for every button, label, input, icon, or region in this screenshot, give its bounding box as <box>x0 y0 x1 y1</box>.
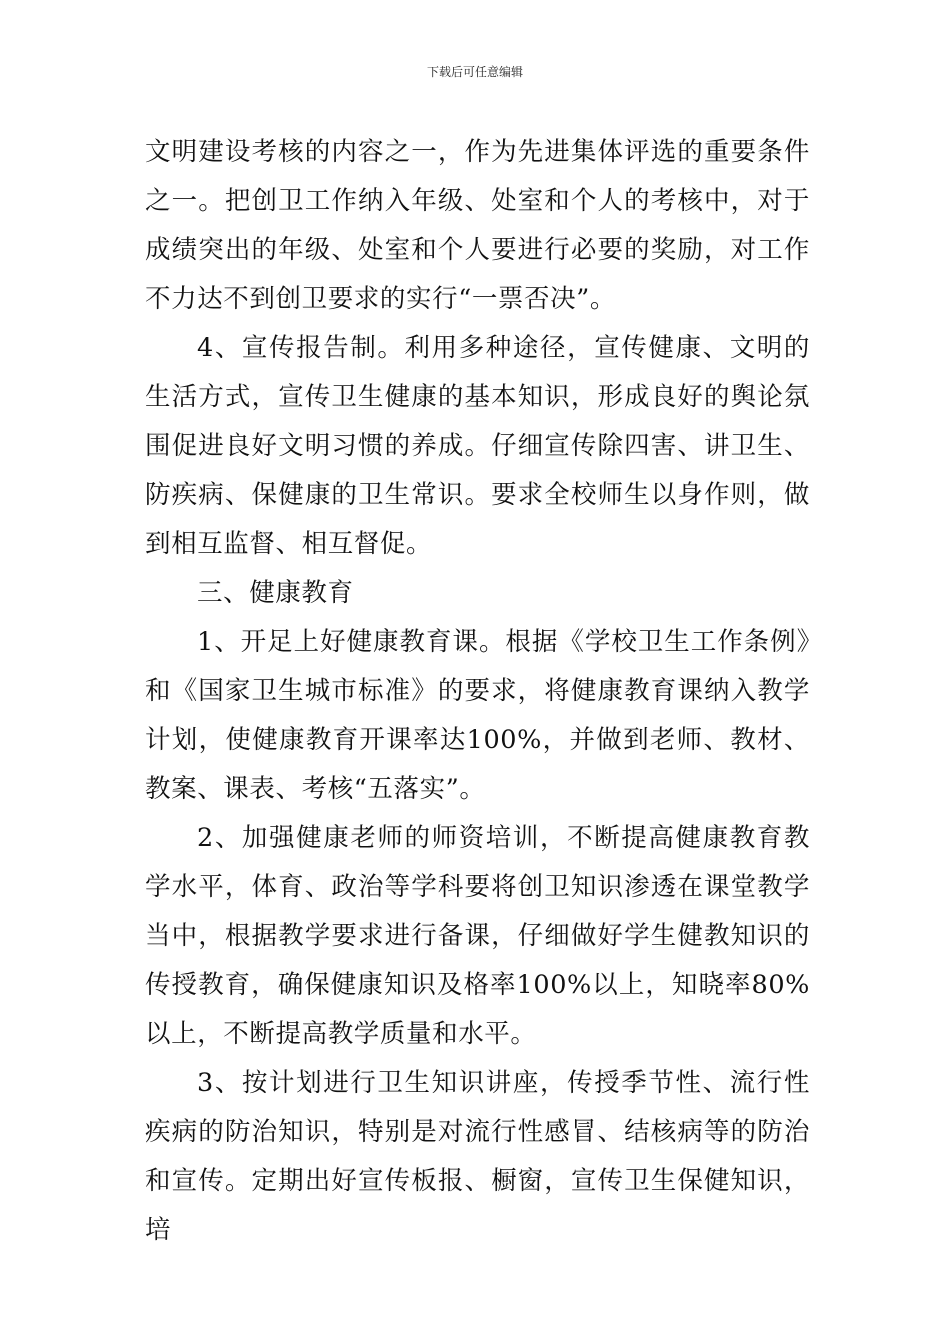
paragraph-item-1: 1、开足上好健康教育课。根据《学校卫生工作条例》和《国家卫生城市标准》的要求，将健康教育课纳入教学计划，使健康教育开课率达100%，并做到老师、教材、教案、课表、考核“五落实”。 <box>145 627 810 804</box>
paragraph-item-2: 2、加强健康老师的师资培训，不断提高健康教育教学水平，体育、政治等学科要将创卫知识渗透在课堂教学当中，根据教学要求进行备课，仔细做好学生健教知识的传授教育，确保健康知识及格率100%以上，知晓率80%以上，不断提高教学质量和水平。 <box>145 823 810 1049</box>
section-heading: 三、健康教育 <box>197 578 354 608</box>
document-body <box>145 128 810 1255</box>
page-header-note: 下载后可任意编辑 <box>426 65 523 79</box>
paragraph-item-4: 4、宣传报告制。利用多种途径，宣传健康、文明的生活方式，宣传卫生健康的基本知识，形成良好的舆论氛围促进良好文明习惯的养成。仔细宣传除四害、讲卫生、防疾病、保健康的卫生常识。要求全校师生以身作则，做到相互监督、相互督促。 <box>145 333 810 559</box>
paragraph-item-3: 3、按计划进行卫生知识讲座，传授季节性、流行性疾病的防治知识，特别是对流行性感冒、结核病等的防治和宣传。定期出好宣传板报、橱窗，宣传卫生保健知识，培 <box>145 1068 810 1245</box>
paragraph-continued: 文明建设考核的内容之一，作为先进集体评选的重要条件之一。把创卫工作纳入年级、处室和个人的考核中，对于成绩突出的年级、处室和个人要进行必要的奖励，对工作不力达不到创卫要求的实行“一票否决”。 <box>145 137 810 314</box>
